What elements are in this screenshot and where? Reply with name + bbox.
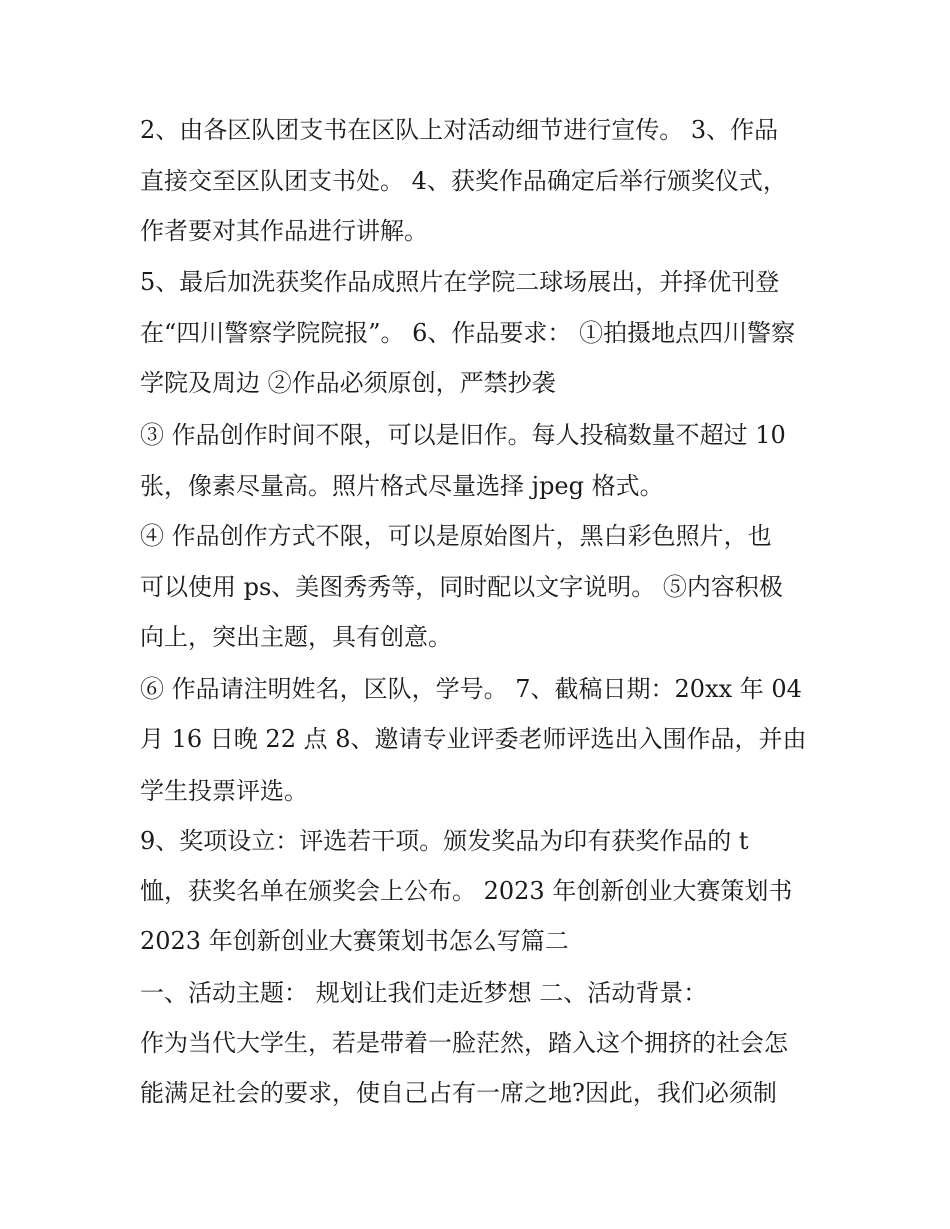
text-line: 9、奖项设立：评选若干项。颁发奖品为印有获奖作品的 t	[140, 827, 749, 855]
text-line: 在“四川警察学院院报”。 6、作品要求： ①拍摄地点四川警察	[140, 319, 796, 347]
text-line: 一、活动主题： 规划让我们走近梦想 二、活动背景：	[140, 979, 708, 1007]
text-line: 能满足社会的要求，使自己占有一席之地?因此，我们必须制	[140, 1079, 777, 1107]
text-line: 作为当代大学生，若是带着一脸茫然，踏入这个拥挤的社会怎	[140, 1029, 788, 1057]
text-line: 5、最后加洗获奖作品成照片在学院二球场展出，并择优刊登	[140, 268, 780, 296]
text-line: 作者要对其作品进行讲解。	[140, 217, 428, 245]
text-line: 恤，获奖名单在颁奖会上公布。 2023 年创新创业大赛策划书	[140, 877, 793, 905]
text-line: ④ 作品创作方式不限，可以是原始图片，黑白彩色照片，也	[140, 522, 772, 550]
text-line: 学生投票评选。	[140, 777, 308, 805]
text-line: 向上，突出主题，具有创意。	[140, 623, 452, 651]
text-line: 2、由各区队团支书在区队上对活动细节进行宣传。 3、作品	[140, 116, 779, 144]
text-line: ③ 作品创作时间不限，可以是旧作。每人投稿数量不超过 10	[140, 421, 786, 449]
text-line: 张，像素尽量高。照片格式尽量选择 jpeg 格式。	[140, 472, 664, 500]
text-line: ⑥ 作品请注明姓名，区队，学号。 7、截稿日期：20xx 年 04	[140, 675, 802, 703]
text-line: 直接交至区队团支书处。 4、获奖作品确定后举行颁奖仪式，	[140, 167, 787, 195]
text-line: 月 16 日晚 22 点 8、邀请专业评委老师评选出入围作品，并由	[140, 725, 807, 753]
text-line: 可以使用 ps、美图秀秀等，同时配以文字说明。 ⑤内容积极	[140, 573, 783, 601]
text-line: 学院及周边 ②作品必须原创，严禁抄袭	[140, 369, 556, 397]
text-line: 2023 年创新创业大赛策划书怎么写篇二	[140, 927, 569, 955]
